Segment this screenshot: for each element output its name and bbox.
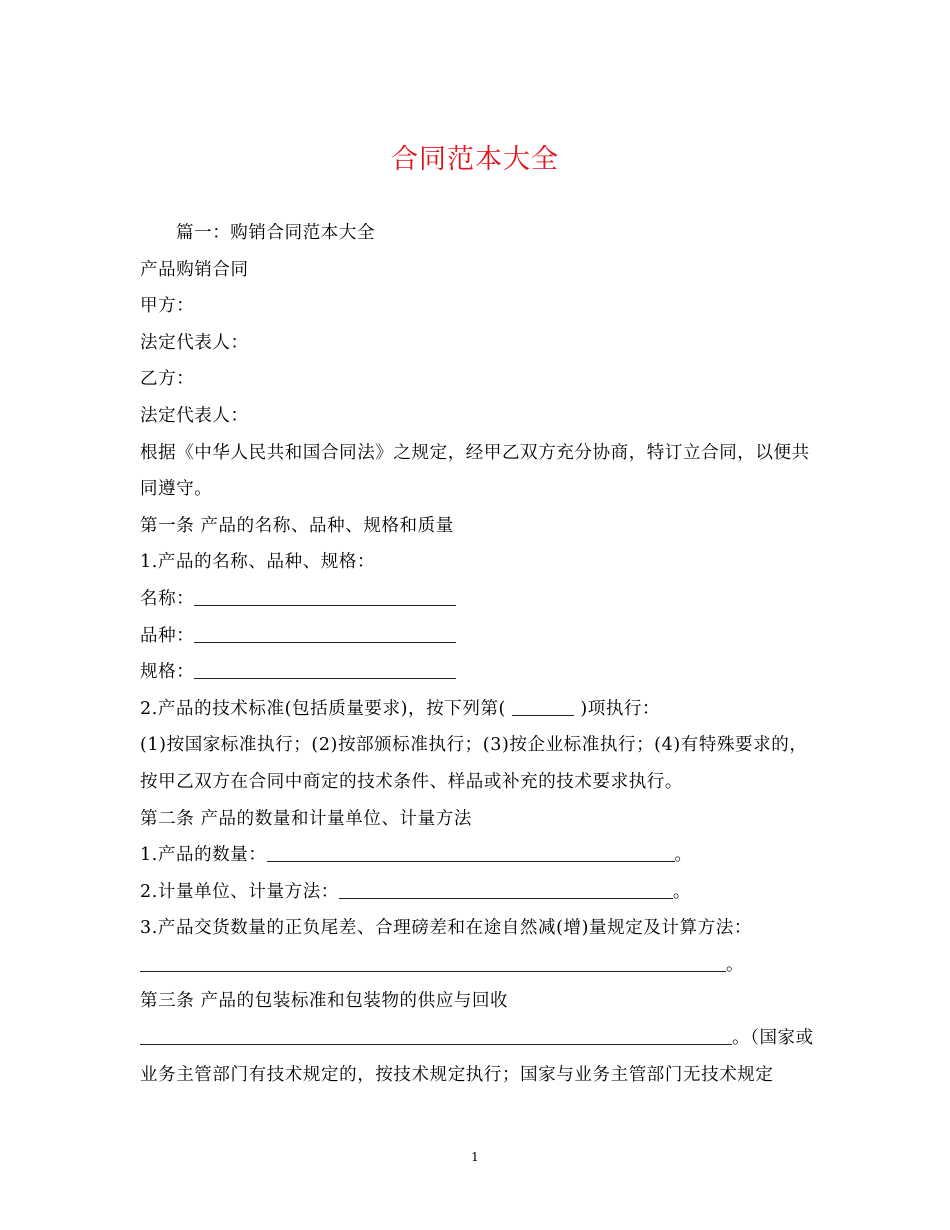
item-2-text-start: 2.产品的技术标准(包括质量要求)，按下列第(	[140, 698, 506, 719]
party-a-representative-label: 法定代表人：	[140, 332, 249, 353]
tolerance-blank	[140, 951, 726, 972]
spec-blank	[194, 658, 456, 679]
item-2-text-end: )项执行：	[580, 698, 661, 719]
item-2-blank	[512, 695, 574, 716]
party-a-label: 甲方：	[140, 296, 195, 317]
quantity-blank	[267, 841, 675, 862]
spec-label: 规格：	[140, 662, 195, 683]
packaging-blank	[140, 1024, 732, 1045]
contract-name: 产品购销合同	[140, 259, 249, 280]
tolerance-blank-row	[140, 947, 815, 984]
party-b-label: 乙方：	[140, 369, 195, 390]
quantity-label: 1.产品的数量：	[140, 845, 267, 866]
unit-method-row	[140, 874, 815, 911]
unit-method-label: 2.计量单位、计量方法：	[140, 881, 339, 902]
article-2-heading: 第二条 产品的数量和计量单位、计量方法	[140, 808, 472, 829]
tolerance-end: 。	[726, 954, 745, 975]
party-b-representative-label: 法定代表人：	[140, 405, 249, 426]
article-1-heading: 第一条 产品的名称、品种、规格和质量	[140, 515, 454, 536]
page-number: 1	[471, 1150, 479, 1164]
variety-field-row	[140, 618, 815, 655]
variety-label: 品种：	[140, 625, 195, 646]
name-label: 名称：	[140, 588, 195, 609]
packaging-paragraph	[140, 1020, 815, 1093]
article-1-item-2	[140, 691, 815, 728]
article-1-item-1: 1.产品的名称、品种、规格：	[140, 552, 376, 573]
article-3-heading: 第三条 产品的包装标准和包装物的供应与回收	[140, 991, 509, 1012]
preamble-paragraph: 根据《中华人民共和国合同法》之规定，经甲乙双方充分协商，特订立合同，以便共同遵守。	[140, 442, 810, 500]
section-heading: 篇一：购销合同范本大全	[176, 223, 376, 243]
unit-method-blank	[339, 878, 673, 899]
tolerance-row: 3.产品交货数量的正负尾差、合理磅差和在途自然减(增)量规定及计算方法：	[140, 918, 752, 939]
variety-blank	[194, 622, 456, 643]
packaging-text: 。（国家或业务主管部门有技术规定的，按技术规定执行；国家与业务主管部门无技术规定	[140, 1028, 814, 1085]
spec-field-row	[140, 654, 815, 691]
name-field-row	[140, 581, 815, 618]
document-title: 合同范本大全	[391, 144, 559, 175]
quantity-end: 。	[674, 845, 693, 866]
unit-method-end: 。	[672, 881, 692, 902]
name-blank	[194, 585, 456, 606]
standards-paragraph: (1)按国家标准执行；(2)按部颁标准执行；(3)按企业标准执行；(4)有特殊要求的，按甲乙双方在合同中商定的技术条件、样品或补充的技术要求执行。	[140, 735, 808, 792]
quantity-row	[140, 837, 815, 874]
document-body	[140, 215, 815, 1093]
